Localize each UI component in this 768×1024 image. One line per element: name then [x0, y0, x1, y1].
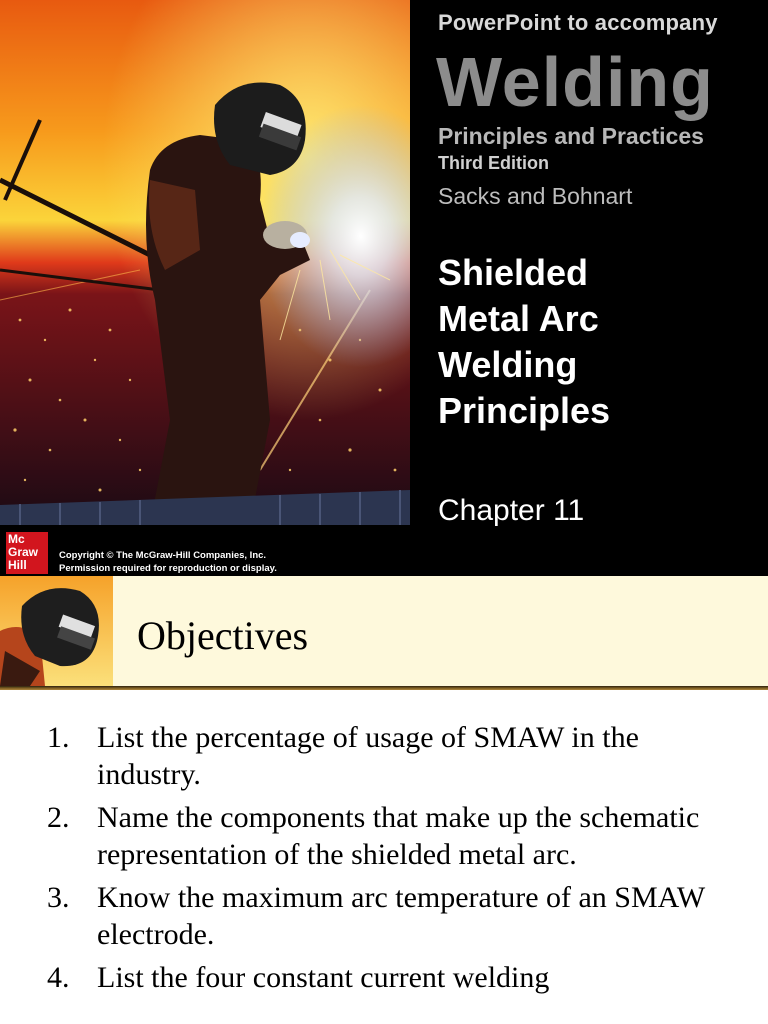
copyright-line: Copyright © The McGraw-Hill Companies, Inc. [59, 550, 267, 561]
item-number: 3. [47, 881, 70, 914]
chapter-title-line: Welding [438, 344, 578, 385]
item-text: List the four constant current welding [97, 961, 550, 994]
chapter-title-line: Metal Arc [438, 298, 599, 339]
logo-line: Hill [8, 558, 27, 572]
series-label: PowerPoint to accompany [438, 10, 718, 35]
item-number: 1. [47, 721, 70, 754]
item-text: List the percentage of usage of SMAW in the industry. [97, 721, 639, 791]
header-divider [0, 686, 768, 690]
list-item [0, 959, 768, 996]
title-panel [410, 0, 768, 576]
welder-photo [0, 0, 410, 525]
mcgraw-hill-logo [6, 532, 48, 574]
edition-label: Third Edition [438, 153, 549, 173]
welder-thumbnail [0, 576, 113, 686]
list-item [0, 879, 768, 953]
list-item [0, 799, 768, 873]
chapter-title-line: Principles [438, 390, 611, 431]
item-text: Know the maximum arc temperature of an SMAW electrode. [97, 881, 705, 951]
objectives-heading: Objectives [137, 613, 309, 658]
objectives-list [0, 719, 768, 1002]
list-item [0, 719, 768, 793]
copyright-notice [59, 549, 277, 575]
permission-line: Permission required for reproduction or display. [59, 563, 277, 574]
logo-line: Graw [8, 545, 39, 559]
chapter-number: Chapter 11 [438, 494, 585, 527]
objectives-header [0, 576, 768, 686]
item-number: 2. [47, 801, 70, 834]
book-title: Welding [436, 43, 714, 121]
objectives-slide [0, 576, 768, 1024]
chapter-title [438, 250, 758, 434]
logo-line: Mc [8, 532, 25, 546]
item-number: 4. [47, 961, 70, 994]
item-text: Name the components that make up the schematic representation of the shielded metal arc. [97, 801, 700, 871]
authors-label: Sacks and Bohnart [438, 183, 633, 209]
book-subtitle: Principles and Practices [438, 123, 704, 149]
chapter-title-line: Shielded [438, 252, 589, 293]
